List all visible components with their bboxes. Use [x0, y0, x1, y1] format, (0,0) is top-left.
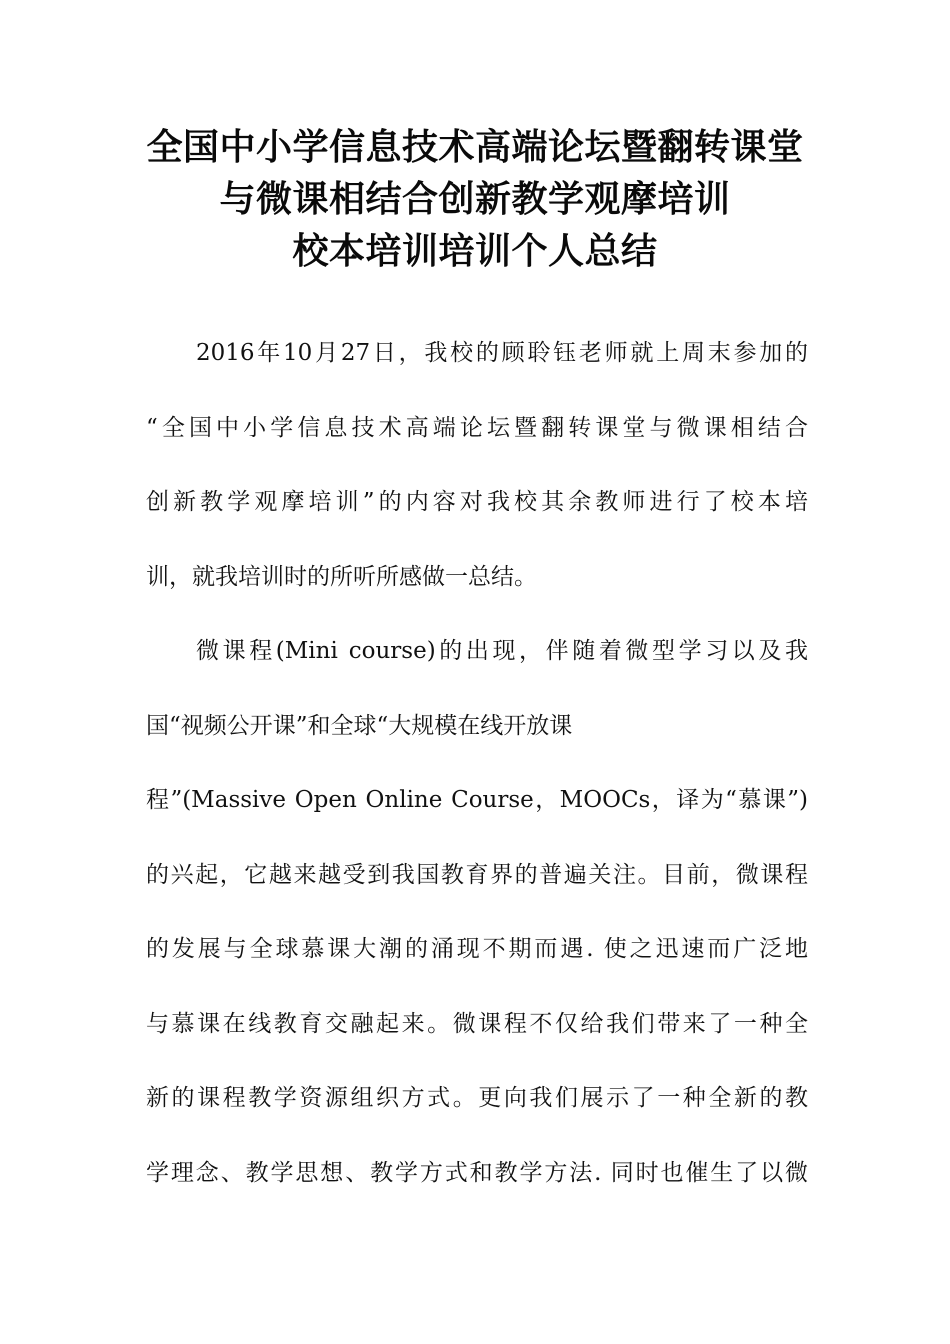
- paragraph-1-line-2: “全国中小学信息技术高端论坛暨翻转课堂与微课相结合: [146, 414, 808, 441]
- paragraph-2-line-7: 新的课程教学资源组织方式。更向我们展示了一种全新的教: [146, 1085, 808, 1111]
- paragraph-2-line-8: 学理念、教学思想、教学方式和教学方法. 同时也催生了以微: [146, 1159, 808, 1186]
- paragraph-2-line-3: 程”(Massive Open Online Course，MOOCs，译为“慕课”): [146, 787, 808, 813]
- paragraph-2-line-6: 与慕课在线教育交融起来。微课程不仅给我们带来了一种全: [146, 1010, 808, 1037]
- title-line-3: 校本培训培训个人总结: [292, 231, 658, 272]
- document-body: [146, 330, 808, 1224]
- paragraph-2-line-4: 的兴起，它越来越受到我国教育界的普遍关注。目前，微课程: [146, 861, 808, 888]
- paragraph-2-line-2: 国“视频公开课”和全球“大规模在线开放课: [146, 712, 573, 739]
- paragraph-2-line-1: 微课程(Mini course)的出现，伴随着微型学习以及我: [196, 638, 808, 664]
- title-line-1: 全国中小学信息技术高端论坛暨翻转课堂: [146, 127, 804, 168]
- document-title: [0, 122, 950, 278]
- paragraph-2-line-5: 的发展与全球慕课大潮的涌现不期而遇. 使之迅速而广泛地: [146, 936, 808, 962]
- paragraph-1-line-4: 训，就我培训时的所听所感做一总结。: [146, 563, 537, 590]
- paragraph-1-line-1: 2016年10月27日，我校的顾聆钰老师就上周末参加的: [196, 340, 808, 366]
- paragraph-1-line-3: 创新教学观摩培训”的内容对我校其余教师进行了校本培: [146, 489, 808, 515]
- title-line-2: 与微课相结合创新教学观摩培训: [219, 179, 731, 220]
